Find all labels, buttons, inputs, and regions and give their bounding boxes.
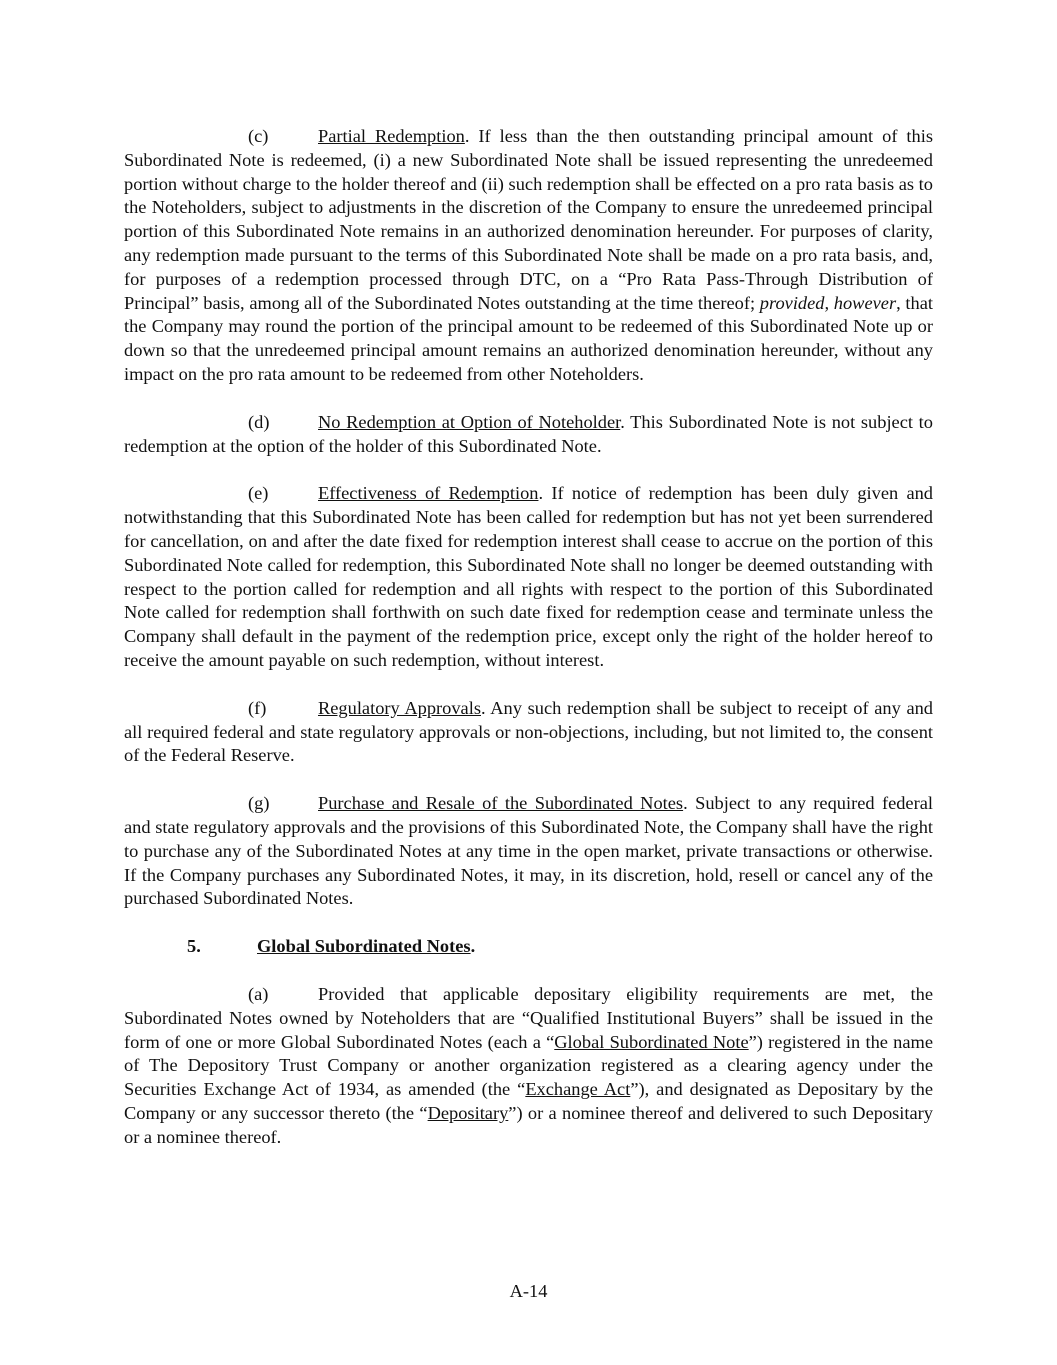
paragraph-c bbox=[124, 125, 933, 387]
italic-text: provided, however bbox=[759, 292, 897, 313]
paragraph-title: Purchase and Resale of the Subordinated Notes bbox=[318, 793, 684, 814]
paragraph-text: , that the Company may round the portion of the principal amount to be redeemed of this Subordinated Note up or down so that the unredeemed principal amount remains an authorized denomination hereunder, without any impact on the pro rata amount to be redeemed from other Noteholders. bbox=[124, 292, 933, 384]
paragraph-text: . This Subordinated Note is not subject to redemption at the option of the holder of this Subordinated Note. bbox=[124, 411, 933, 456]
paragraph-text: ”), and designated as Depositary by the Company or any successor thereto (the “ bbox=[124, 1079, 933, 1123]
paragraph-number: (g) bbox=[248, 793, 270, 814]
document-page bbox=[124, 125, 933, 1173]
paragraph-text: ”) or a nominee thereof and delivered to such Depositary or a nominee thereof. bbox=[124, 1102, 934, 1147]
paragraph-f bbox=[124, 697, 933, 768]
paragraph-text: . If notice of redemption has been duly given and notwithstanding that this Subordinated Note has been called for redemption but has not yet been surrendered for cancellation, on and after the date fixed for redemption interest shall cease to accrue on the portion of this Subordinated Note called for redemption, this Subordinated Note shall no longer be deemed outstanding with respect to the portion called for redemption and all rights with respect to the portion of this Subordinated Note called for redemption shall forthwith on such date fixed for redemption cease and terminate unless the Company shall default in the payment of the redemption price, except only the right of the holder hereof to receive the amount payable on such redemption, without interest. bbox=[124, 483, 933, 670]
defined-term: Exchange Act bbox=[525, 1079, 631, 1100]
paragraph-text: Provided that applicable depositary eligibility requirements are met, the Subordinated Notes owned by Noteholders that are “Qualified Institutional Buyers” shall be issued in the form of one or more Global Subordinated Notes (each a “ bbox=[124, 983, 933, 1052]
paragraph-e bbox=[124, 482, 933, 672]
section-heading bbox=[124, 935, 933, 959]
paragraph-text: . Any such redemption shall be subject to receipt of any and all required federal and state regulatory approvals or non-objections, including, but not limited to, the consent of the Federal Reserve. bbox=[124, 697, 934, 766]
paragraph-number: (e) bbox=[248, 483, 269, 504]
paragraph-d bbox=[124, 411, 933, 459]
paragraph-title: Effectiveness of Redemption bbox=[318, 483, 539, 504]
paragraph-title: No Redemption at Option of Noteholder bbox=[318, 411, 621, 432]
paragraph-text: ”) registered in the name of The Depository Trust Company or another organization registered as a clearing agency under the Securities Exchange Act of 1934, as amended (the “ bbox=[124, 1031, 933, 1100]
paragraph-g bbox=[124, 792, 933, 911]
paragraph-text: . Subject to any required federal and state regulatory approvals and the provisions of this Subordinated Note, the Company shall have the right to purchase any of the Subordinated Notes at any time in the open market, private transactions or otherwise. If the Company purchases any Subordinated Notes, it may, in its discretion, hold, resell or cancel any of the purchased Subordinated Notes. bbox=[124, 793, 933, 909]
section-number: 5. bbox=[187, 936, 201, 957]
page-number: A-14 bbox=[509, 1281, 548, 1301]
paragraph-number: (c) bbox=[248, 126, 269, 146]
paragraph-title: Regulatory Approvals bbox=[318, 697, 481, 718]
defined-term: Global Subordinated Note bbox=[554, 1031, 749, 1052]
paragraph-number: (f) bbox=[248, 697, 267, 718]
defined-term: Depositary bbox=[427, 1102, 509, 1123]
paragraph-number: (a) bbox=[248, 983, 269, 1004]
paragraph-5a bbox=[124, 983, 933, 1150]
paragraph-title: Partial Redemption bbox=[318, 126, 465, 146]
section-title: Global Subordinated Notes bbox=[257, 936, 471, 957]
paragraph-number: (d) bbox=[248, 411, 270, 432]
section-title-period: . bbox=[470, 936, 476, 957]
paragraph-text: . If less than the then outstanding principal amount of this Subordinated Note is redeemed, (i) a new Subordinated Note shall be issued representing the unredeemed portion without charge to the holder thereof and (ii) such redemption shall be effected on a pro rata basis as to the Noteholders, subject to adjustments in the discretion of the Company to ensure the unredeemed principal portion of this Subordinated Note remains in an authorized denomination hereunder. For purposes of clarity, any redemption made pursuant to the terms of this Subordinated Note shall be made on a pro rata basis, and, for purposes of a redemption processed through DTC, on a “Pro Rata Pass-Through Distribution of Principal” basis, among all of the Subordinated Notes outstanding at the time thereof; bbox=[124, 126, 933, 313]
